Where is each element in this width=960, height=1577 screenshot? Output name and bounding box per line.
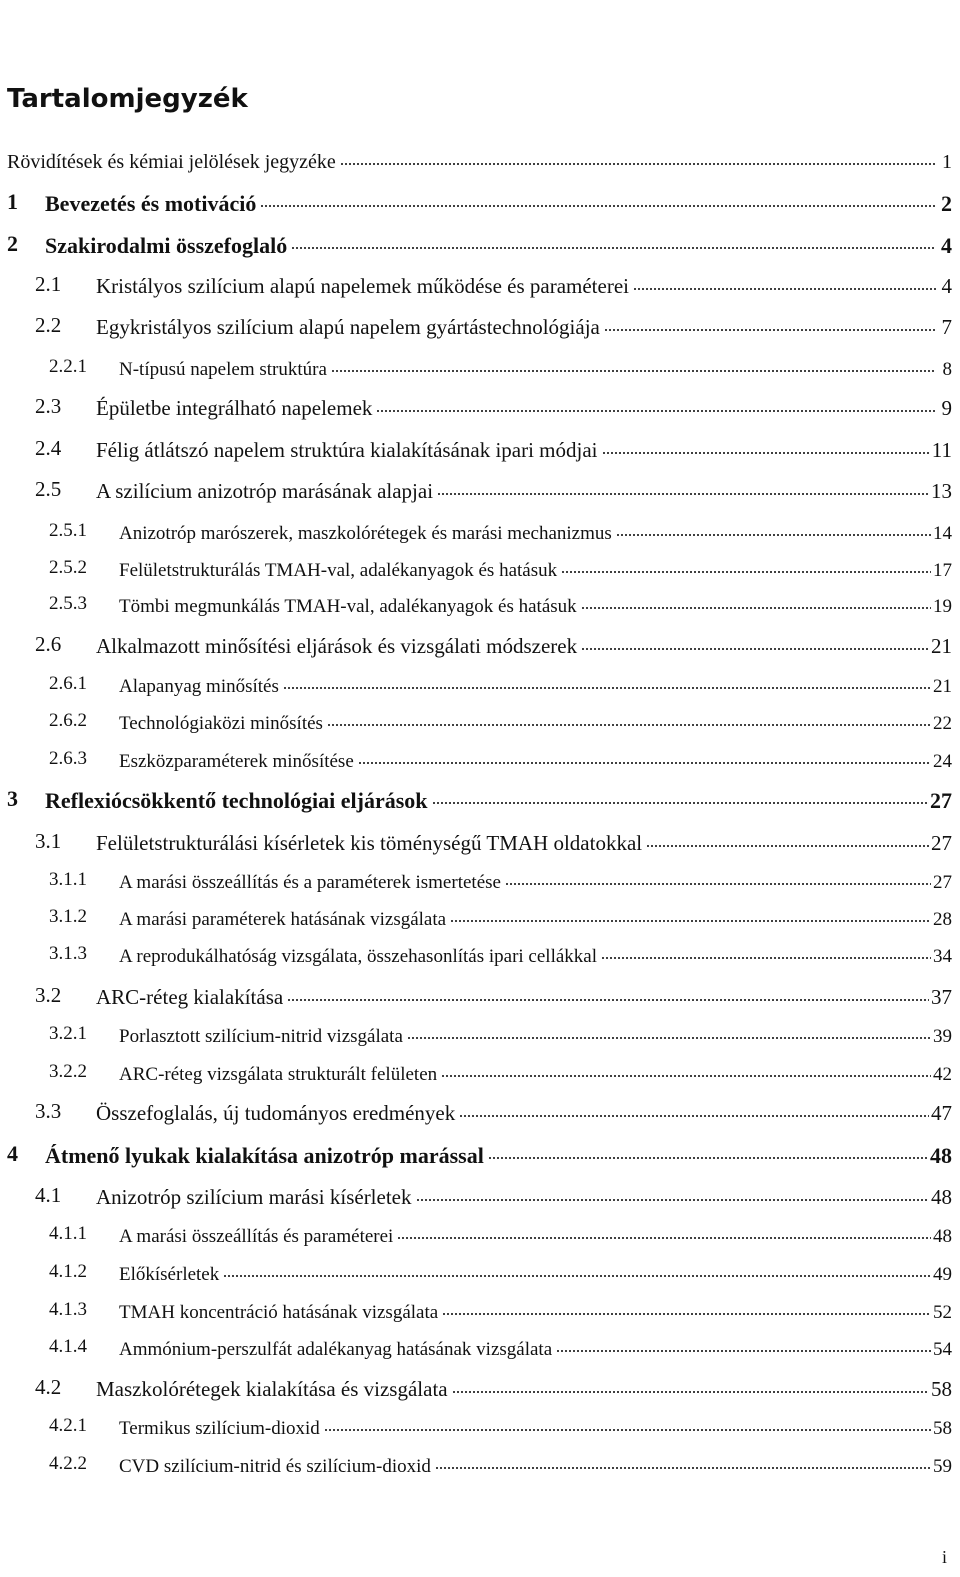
toc-entry-number: 4.1.3 [49,1299,87,1320]
toc-entry[interactable] [0,983,952,1010]
toc-entry-page: 59 [933,1456,952,1477]
dot-leader [556,1337,931,1356]
toc-entry-number: 4 [7,1141,18,1166]
dot-leader [604,314,936,335]
toc-entry-title: Technológiaközi minősítés [119,713,323,734]
toc-entry-page: 48 [930,1143,952,1168]
dot-leader [581,633,929,654]
toc-entry[interactable] [0,520,952,545]
toc-entry[interactable] [0,436,952,463]
toc-entry-title: Előkísérletek [119,1264,220,1285]
toc-entry-number: 2.6.3 [49,748,87,769]
toc-entry-number: 2.5.2 [49,557,87,578]
dot-leader [633,273,936,294]
toc-entry[interactable] [0,786,952,814]
dot-leader [505,870,931,889]
dot-leader [437,478,929,499]
toc-entry-number: 4.1.1 [49,1223,87,1244]
toc-entry-number: 4.1 [35,1183,62,1207]
toc-entry-page: 52 [933,1302,952,1323]
toc-entry-number: 3.1.2 [49,906,87,927]
toc-entry-page: 9 [941,396,952,420]
toc-entry-page: 58 [931,1377,952,1401]
toc-entry-title: A marási paraméterek hatásának vizsgálata [119,909,447,930]
toc-entry[interactable] [0,1261,952,1286]
dot-leader [581,594,931,613]
toc-entry-page: 47 [931,1101,952,1125]
toc-entry[interactable] [0,943,952,968]
toc-entry-number: 3.1 [35,829,62,853]
toc-entry-page: 49 [933,1264,952,1285]
toc-entry-page: 17 [933,560,952,581]
toc-entry-page: 7 [941,315,952,339]
toc-entry[interactable] [0,189,952,217]
toc-entry-page: 21 [931,634,952,658]
toc-entry-number: 3.2 [35,983,62,1007]
dot-leader [407,1024,931,1043]
toc-entry-title: Anizotróp szilícium marási kísérletek [96,1185,412,1209]
dot-leader [287,984,929,1005]
toc-entry-number: 2.3 [35,394,62,418]
toc-entry[interactable] [0,906,952,931]
toc-entry-title: A reprodukálhatóság vizsgálata, összehasonlítás ipari cellákkal [119,946,598,967]
toc-entry-title: Bevezetés és motiváció [45,191,257,216]
dot-leader [324,1416,931,1435]
toc-entry-page: 42 [933,1064,952,1085]
dot-leader [291,232,936,254]
toc-entry-number: 2.5 [35,477,62,501]
toc-entry-number: 4.2 [35,1375,62,1399]
toc-entry[interactable] [0,477,952,504]
toc-entry-number: 3.1.3 [49,943,87,964]
toc-entry-title: Felületstrukturálás TMAH-val, adalékanyagok és hatásuk [119,560,558,581]
dot-leader [376,395,936,416]
toc-entry[interactable] [0,632,952,659]
toc-entry-title: Kristályos szilícium alapú napelemek működése és paraméterei [96,274,629,298]
toc-entry-title: Félig átlátszó napelem struktúra kialakításának ipari módjai [96,438,598,462]
toc-entry-page: 1 [942,151,952,173]
dot-leader [283,674,931,693]
toc-entry-number: 3.1.1 [49,869,87,890]
toc-entry-title: Egykristályos szilícium alapú napelem gyártástechnológiája [96,315,600,339]
toc-entry-page: 54 [933,1339,952,1360]
toc-entry-page: 34 [933,946,952,967]
toc-entry-title: ARC-réteg kialakítása [96,985,284,1009]
toc-entry-page: 22 [933,713,952,734]
toc-entry-number: 2.1 [35,272,62,296]
toc-entry-title: Termikus szilícium-dioxid [119,1418,320,1439]
toc-entry-title: Átmenő lyukak kialakítása anizotróp marással [45,1143,484,1168]
dot-leader [450,907,931,926]
toc-entry-number: 2.6.2 [49,710,87,731]
dot-leader [340,149,936,169]
toc-entry[interactable] [0,394,952,421]
toc-entry-title: Rövidítések és kémiai jelölések jegyzéke [7,151,336,173]
toc-entry[interactable] [0,313,952,340]
toc-entry-page: 27 [933,872,952,893]
toc-entry-page: 4 [941,274,952,298]
toc-entry[interactable] [0,1223,952,1248]
toc-entry-number: 4.2.2 [49,1453,87,1474]
toc-entry-title: Eszközparaméterek minősítése [119,751,354,772]
page-number: i [941,1547,947,1567]
toc-entry[interactable] [0,1141,952,1169]
toc-entry-page: 48 [933,1226,952,1247]
dot-leader [442,1300,931,1319]
toc-entry-title: Szakirodalmi összefoglaló [45,233,288,258]
toc-entry[interactable] [0,557,952,582]
dot-leader [416,1184,930,1205]
dot-leader [358,749,931,768]
toc-entry-number: 2 [7,231,18,256]
toc-entry-title: Felületstrukturálási kísérletek kis töménységű TMAH oldatokkal [96,831,643,855]
toc-entry[interactable] [0,1061,952,1086]
toc-entry[interactable] [0,356,952,381]
dot-leader [223,1262,931,1281]
toc-entry-page: 28 [933,909,952,930]
toc-entry-title: Maszkolórétegek kialakítása és vizsgálata [96,1377,448,1401]
dot-leader [488,1142,928,1164]
toc-entry-page: 13 [931,479,952,503]
dot-leader [260,190,936,212]
toc-entry-title: A szilícium anizotróp marásának alapjai [96,479,434,503]
toc-entry[interactable] [0,1023,952,1048]
toc-entry[interactable] [0,1375,952,1402]
toc-entry-number: 4.1.4 [49,1336,87,1357]
dot-leader [646,830,929,851]
toc-entry-page: 14 [933,523,952,544]
toc-entry-number: 2.2 [35,313,62,337]
toc-entry-page: 21 [933,676,952,697]
toc-entry[interactable] [0,231,952,259]
toc-entry-title: Összefoglalás, új tudományos eredmények [96,1101,456,1125]
toc-entry[interactable] [0,673,952,698]
toc-entry-title: Anizotróp marószerek, maszkolórétegek és marási mechanizmus [119,523,612,544]
toc-entry-number: 1 [7,189,18,214]
dot-leader [327,711,931,730]
toc-entry-title: Tömbi megmunkálás TMAH-val, adalékanyagok és hatásuk [119,596,577,617]
toc-entry-page: 19 [933,596,952,617]
toc-entry-title: Porlasztott szilícium-nitrid vizsgálata [119,1026,403,1047]
dot-leader [601,944,931,963]
toc-entry[interactable] [0,272,952,299]
toc-entry-number: 2.5.3 [49,593,87,614]
toc-entry[interactable] [0,1336,952,1361]
toc-entry-page: 27 [931,831,952,855]
toc-entry-title: N-típusú napelem struktúra [119,359,327,380]
dot-leader [561,558,931,577]
toc-entry[interactable] [0,148,952,174]
toc-entry-number: 3.2.1 [49,1023,87,1044]
toc-entry-title: A marási összeállítás és paraméterei [119,1226,394,1247]
toc-entry-page: 8 [942,359,952,380]
toc-entry-number: 2.2.1 [49,356,87,377]
toc-entry-page: 27 [930,788,952,813]
dot-leader [397,1224,931,1243]
toc-entry-number: 3.3 [35,1099,62,1123]
toc-entry-title: TMAH koncentráció hatásának vizsgálata [119,1302,439,1323]
toc-entry-page: 48 [931,1185,952,1209]
toc-entry-number: 3.2.2 [49,1061,87,1082]
toc-entry[interactable] [0,593,952,618]
toc-entry-number: 4.2.1 [49,1415,87,1436]
toc-entry-title: Épületbe integrálható napelemek [96,396,373,420]
toc-entry[interactable] [0,1099,952,1126]
toc-entry-page: 2 [941,191,952,216]
toc-entry[interactable] [0,710,952,735]
toc-entry[interactable] [0,1299,952,1324]
toc-entry-number: 2.6 [35,632,62,656]
toc-entry-page: 11 [931,438,952,462]
toc-entry[interactable] [0,829,952,856]
toc-entry-page: 4 [941,233,952,258]
toc-entry-title: CVD szilícium-nitrid és szilícium-dioxid [119,1456,431,1477]
toc-entry-number: 3 [7,786,18,811]
dot-leader [441,1062,931,1081]
toc-entry-title: Ammónium-perszulfát adalékanyag hatásának vizsgálata [119,1339,553,1360]
toc-entry-number: 2.6.1 [49,673,87,694]
toc-entry-number: 4.1.2 [49,1261,87,1282]
toc-entry[interactable] [0,1453,952,1478]
toc-entry-title: A marási összeállítás és a paraméterek ismertetése [119,872,501,893]
toc-entry-title: Reflexiócsökkentő technológiai eljárások [45,788,428,813]
dot-leader [602,437,930,458]
toc-entry-page: 24 [933,751,952,772]
toc-entry-number: 2.4 [35,436,62,460]
toc-entry-page: 37 [931,985,952,1009]
dot-leader [432,787,928,809]
dot-leader [616,521,931,540]
page-title: Tartalomjegyzék [7,84,248,114]
toc-entry-page: 39 [933,1026,952,1047]
dot-leader [452,1376,929,1397]
toc-entry[interactable] [0,869,952,894]
toc-entry-title: ARC-réteg vizsgálata strukturált felületen [119,1064,438,1085]
toc-entry-number: 2.5.1 [49,520,87,541]
toc-entry[interactable] [0,748,952,773]
dot-leader [435,1454,931,1473]
toc-entry-title: Alkalmazott minősítési eljárások és vizsgálati módszerek [96,634,578,658]
toc-entry[interactable] [0,1183,952,1210]
toc-entry-page: 58 [933,1418,952,1439]
toc-entry-title: Alapanyag minősítés [119,676,279,697]
dot-leader [459,1100,929,1121]
dot-leader [331,357,936,376]
toc-entry[interactable] [0,1415,952,1440]
